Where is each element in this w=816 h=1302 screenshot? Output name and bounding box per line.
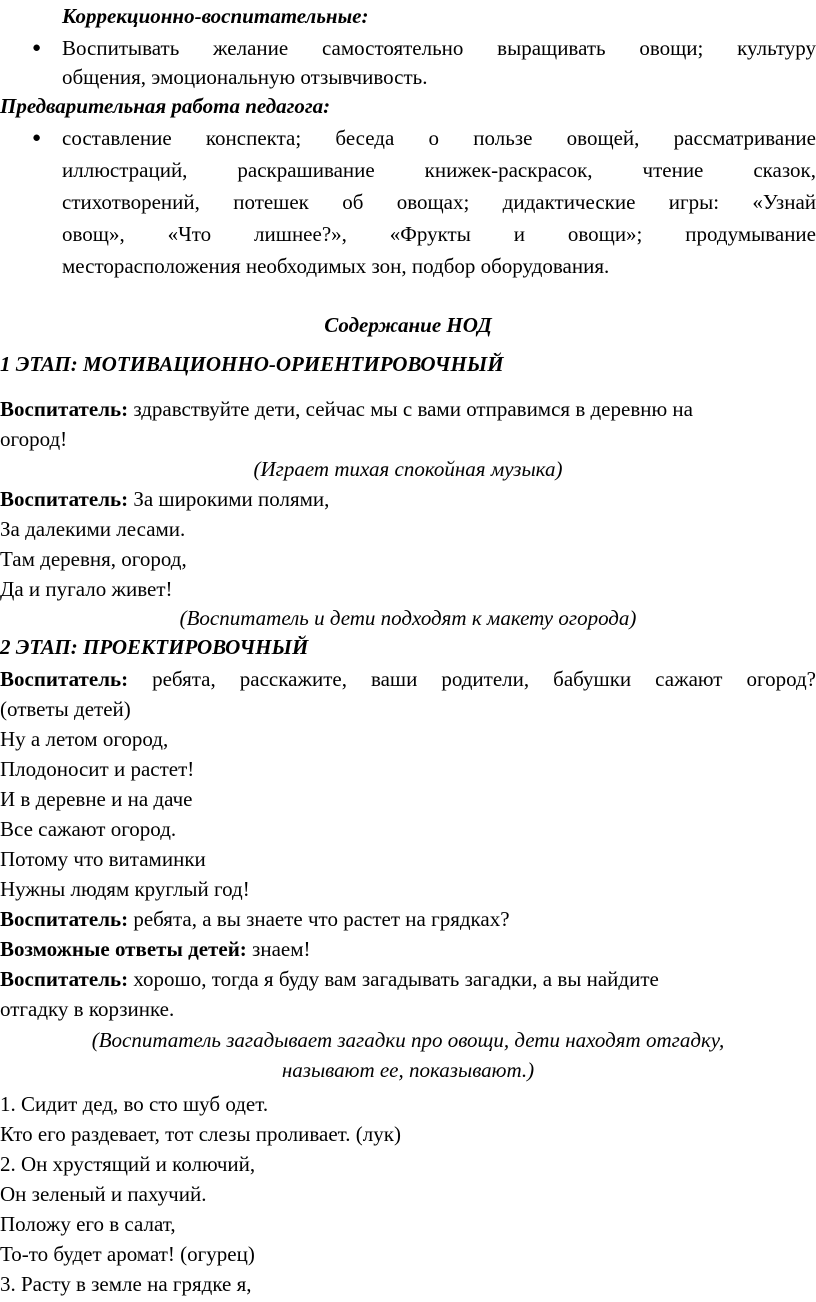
speech-text: здравствуйте дети, сейчас мы с вами отправимся в деревню на (133, 397, 693, 421)
poem-line: Плодоносит и растет! (0, 757, 195, 781)
speech-text: За широкими полями, (133, 487, 330, 511)
stage-direction: (Играет тихая спокойная музыка) (253, 457, 563, 481)
teacher-line (0, 666, 816, 692)
speech-continuation: (ответы детей) (0, 697, 131, 721)
teacher-line (0, 966, 816, 992)
prep-work-heading: Предварительная работа педагога: (0, 94, 331, 118)
bullet-icon: ● (32, 40, 42, 56)
riddle-line: 1. Сидит дед, во сто шуб одет. (0, 1092, 269, 1116)
prep-bullet-line: овощ», «Что лишнее?», «Фрукты и овощи»; продумывание (62, 222, 816, 246)
teacher-line (0, 396, 816, 422)
stage-direction: (Воспитатель и дети подходят к макету огорода) (179, 606, 637, 630)
stage1-heading: 1 ЭТАП: МОТИВАЦИОННО-ОРИЕНТИРОВОЧНЫЙ (0, 352, 504, 376)
poem-line: Там деревня, огород, (0, 547, 187, 571)
children-line (0, 936, 816, 962)
riddle-line: 3. Расту в земле на грядке я, (0, 1272, 252, 1296)
prep-bullet-line: иллюстраций, раскрашивание книжек-раскрасок, чтение сказок, (62, 158, 816, 182)
speech-text: ребята, расскажите, ваши родители, бабушки сажают огород? (152, 667, 816, 691)
correction-heading: Коррекционно-воспитательные: (62, 4, 369, 28)
speech-continuation: огород! (0, 427, 68, 451)
content-title: Содержание НОД (324, 313, 492, 337)
bullet-icon: ● (32, 130, 42, 146)
speaker-label: Воспитатель: (0, 907, 129, 931)
teacher-line (0, 906, 816, 932)
prep-bullet-line: составление конспекта; беседа о пользе овощей, рассматривание (62, 126, 816, 150)
speech-text: знаем! (252, 937, 311, 961)
prep-bullet-line: месторасположения необходимых зон, подбор оборудования. (62, 254, 610, 278)
teacher-line (0, 486, 816, 512)
stage2-heading: 2 ЭТАП: ПРОЕКТИРОВОЧНЫЙ (0, 635, 309, 659)
riddle-line: Положу его в салат, (0, 1212, 176, 1236)
correction-bullet-line: общения, эмоциональную отзывчивость. (62, 65, 428, 89)
speaker-label: Возможные ответы детей: (0, 937, 247, 961)
speech-continuation: отгадку в корзинке. (0, 997, 175, 1021)
speaker-label: Воспитатель: (0, 397, 129, 421)
speaker-label: Воспитатель: (0, 487, 129, 511)
speech-text: ребята, а вы знаете что растет на грядках? (133, 907, 510, 931)
poem-line: И в деревне и на даче (0, 787, 193, 811)
riddle-line: Кто его раздевает, тот слезы проливает. (лук) (0, 1122, 401, 1146)
stage-direction: (Воспитатель загадывает загадки про овощи, дети находят отгадку, (91, 1028, 725, 1052)
poem-line: Нужны людям круглый год! (0, 877, 250, 901)
poem-line: Потому что витаминки (0, 847, 206, 871)
poem-line: Да и пугало живет! (0, 577, 173, 601)
speaker-label: Воспитатель: (0, 667, 129, 691)
riddle-line: Он зеленый и пахучий. (0, 1182, 207, 1206)
poem-line: За далекими лесами. (0, 517, 186, 541)
poem-line: Все сажают огород. (0, 817, 177, 841)
correction-bullet-line: Воспитывать желание самостоятельно выращивать овощи; культуру (62, 36, 816, 60)
poem-line: Ну а летом огород, (0, 727, 169, 751)
riddle-line: 2. Он хрустящий и колючий, (0, 1152, 256, 1176)
speech-text: хорошо, тогда я буду вам загадывать загадки, а вы найдите (133, 967, 659, 991)
stage-direction: называют ее, показывают.) (281, 1058, 535, 1082)
speaker-label: Воспитатель: (0, 967, 129, 991)
prep-bullet-line: стихотворений, потешек об овощах; дидактические игры: «Узнай (62, 190, 816, 214)
riddle-line: То-то будет аромат! (огурец) (0, 1242, 255, 1266)
